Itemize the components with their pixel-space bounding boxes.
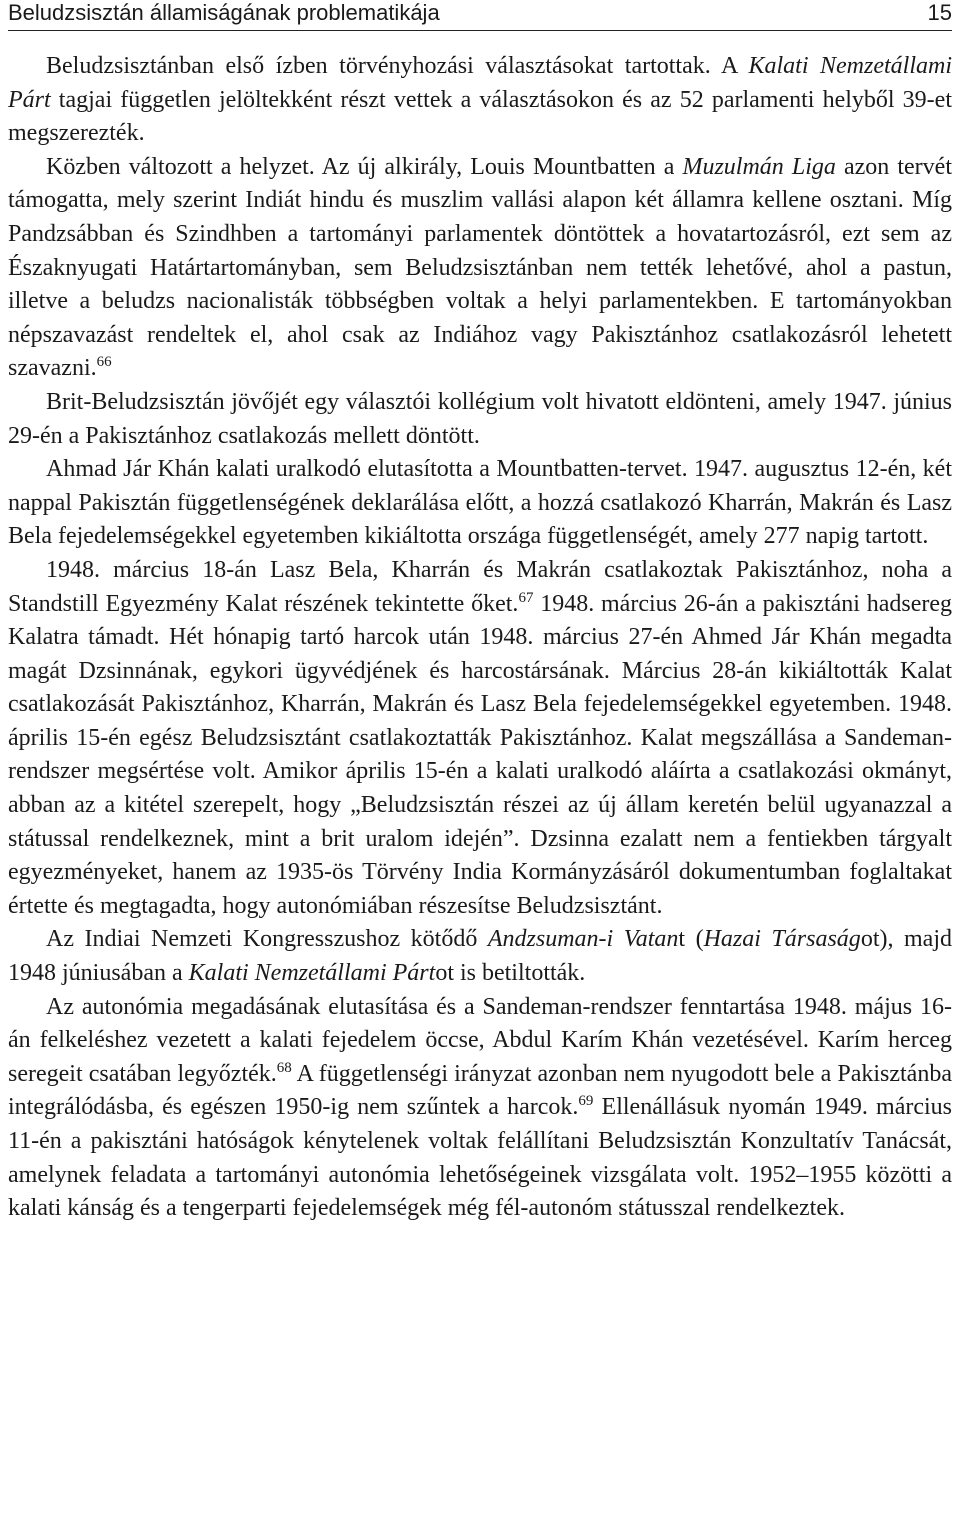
italic-party-name: Kalati Nemzetállami Párt	[188, 960, 436, 987]
paragraph-5	[8, 554, 952, 924]
text-run: Az Indiai Nemzeti Kongresszushoz kötődő	[46, 926, 488, 953]
italic-party-name: Kalati Nemzetállami Párt	[8, 53, 953, 113]
text-run: Ahmad Jár Khán kalati uralkodó elutasította a Mountbatten-tervet. 1947. augusztus 12-én, két nappal Pakisztán függetlenségének deklarálása előtt, a hozzá csatlakozó Kharrán, Makrán és Lasz Bela fejedelemségekkel egyetemben kikiáltotta országa függetlenségét, amely 277 napig tartott.	[8, 456, 952, 550]
italic-league-name: Muzulmán Liga	[682, 153, 836, 180]
footnote-ref-69: 69	[578, 1093, 594, 1110]
footnote-ref-66: 66	[96, 354, 112, 371]
text-run: ot), majd 1948 júniusában a	[8, 926, 952, 987]
running-header	[8, 0, 952, 31]
text-run: Ellenállásuk nyomán 1949. március 11-én a pakisztáni hatóságok kénytelenek voltak felállítani Beludzsisztán Konzultatív Tanácsát, amelynek feladata a tartományi autonómia lehetőségeinek vizsgálata volt. 1952–1955 közötti a kalati kánság és a tengerparti fejedelemségek még fél-autonóm státusszal rendelkeztek.	[8, 1094, 953, 1222]
running-title: Beludzsisztán államiságának problematikája	[8, 0, 440, 25]
text-run: A függetlenségi irányzat azonban nem nyugodott bele a Pakisztánba integrálódásba, és egészen 1950-ig nem szűntek a harcok.	[8, 1060, 952, 1121]
italic-translation: Hazai Társaság	[703, 926, 861, 953]
italic-organization-name: Andzsuman-i Vatan	[487, 926, 679, 953]
text-run: Beludzsisztánban első ízben törvényhozási választásokat tartottak. A	[46, 53, 749, 79]
text-run: Közben változott a helyzet. Az új alkirály, Louis Mountbatten a	[46, 153, 683, 180]
footnote-ref-67: 67	[518, 589, 534, 606]
text-run: Brit-Beludzsisztán jövőjét egy választói kollégium volt hivatott eldönteni, amely 1947. június 29-én a Pakisztánhoz csatlakozás mellett döntött.	[8, 388, 952, 449]
paragraph-7	[8, 991, 952, 1226]
footnote-ref-68: 68	[276, 1059, 292, 1076]
text-run: 1948. március 26-án a pakisztáni hadsereg Kalatra támadt. Hét hónapig tartó harcok után 1948. március 27-én Ahmed Jár Khán megadta magát Dzsinnának, egykori ügyvédjének és harcostársának. Március 28-án kikiáltották Kalat csatlakozását Pakisztánhoz, Kharrán, Makrán és Lasz Bela fejedelemségekkel egyetemben. 1948. április 15-én egész Beludzsisztánt csatlakoztatták Pakisztánhoz. Kalat megszállása a Sandeman-rendszer megsértése volt. Amikor április 15-én a kalati uralkodó aláírta a csatlakozási okmányt, abban az a kitétel szerepelt, hogy „Beludzsisztán részei az új állam keretén belül ugyanazzal a státussal rendelkeznek, mint a brit uralom idején”. Dzsinna ezalatt nem a fentiekben tárgyalt egyezményeket, hanem az 1935-ös Törvény India Kormányzásáról dokumentumban foglaltakat értette és megtagadta, hogy autonómiában részesítse Beludzsisztánt.	[8, 590, 953, 919]
text-run: 1948. március 18-án Lasz Bela, Kharrán és Makrán csatlakoztak Pakisztánhoz, noha a Standstill Egyezmény Kalat részének tekintette őket.	[8, 556, 952, 617]
text-run: tagjai független jelöltekként részt vettek a választásokon és az 52 parlamenti helyből 39-et megszerezték.	[8, 86, 952, 147]
paragraph-1	[8, 50, 952, 151]
paragraph-6	[8, 923, 952, 990]
page-number: 15	[927, 0, 952, 25]
text-run: azon tervét támogatta, mely szerint Indiát hindu és muszlim vallási alapon két államra kellene osztani. Míg Pandzsábban és Szindhben a tartományi parlamentek döntöttek a hovatartozásról, ezt sem az Északnyugati Határtartományban, sem Beludzsisztánban nem tették lehetővé, ahol a pastun, illetve a beludzs nacionalisták többségben voltak a helyi parlamentekben. E tartományokban népszavazást rendeltek el, ahol csak az Indiához vagy Pakisztánhoz csatlakozásról lehetett szavazni.	[8, 153, 952, 382]
paragraph-4	[8, 453, 952, 554]
text-run: t (	[678, 926, 704, 953]
paragraph-3	[8, 386, 952, 453]
text-run: Az autonómia megadásának elutasítása és a Sandeman-rendszer fenntartása 1948. május 16-án felkeléshez vezetett a kalati fejedelem öccse, Abdul Karím Khán vezetésével. Karím herceg seregeit csatában legyőzték.	[8, 993, 952, 1087]
paragraph-2	[8, 151, 952, 386]
body-text	[8, 50, 952, 1226]
text-run: ot is betiltották.	[435, 960, 586, 987]
